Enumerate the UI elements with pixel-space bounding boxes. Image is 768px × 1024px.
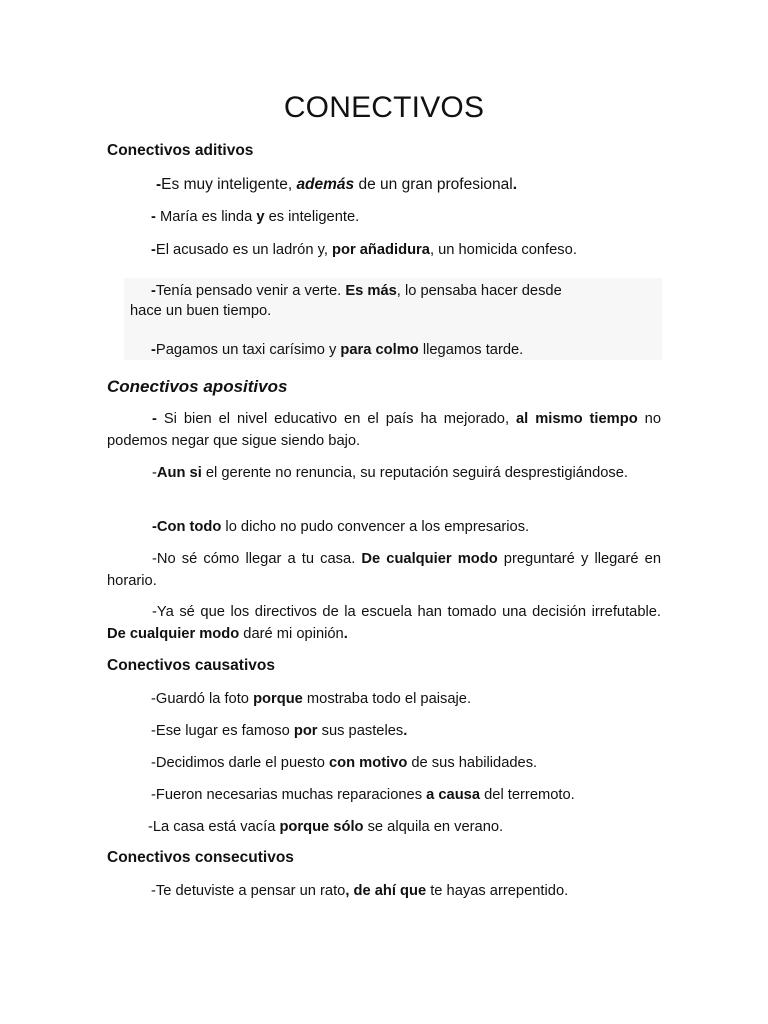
example-aditivo-4: -Tenía pensado venir a verte. Es más, lo pensaba hacer desde — [151, 283, 562, 299]
example-aditivo-2: - María es linda y es inteligente. — [151, 209, 360, 225]
heading-consecutivos: Conectivos consecutivos — [107, 849, 294, 866]
heading-causativos: Conectivos causativos — [107, 657, 275, 674]
example-apositivo-1: - Si bien el nivel educativo en el país ha mejorado, al mismo tiempo no podemos negar que sigue siendo bajo. — [107, 411, 661, 449]
page-title: CONECTIVOS — [283, 91, 485, 124]
example-apositivo-5: -Ya sé que los directivos de la escuela han tomado una decisión irrefutable. De cualquier modo daré mi opinión. — [107, 604, 661, 642]
example-causativo-3: -Decidimos darle el puesto con motivo de sus habilidades. — [151, 755, 538, 771]
example-apositivo-3: -Con todo lo dicho no pudo convencer a los empresarios. — [152, 519, 530, 535]
example-apositivo-4: -No sé cómo llegar a tu casa. De cualquier modo preguntaré y llegaré en horario. — [107, 551, 661, 589]
example-aditivo-3: -El acusado es un ladrón y, por añadidura, un homicida confeso. — [151, 242, 577, 258]
example-apositivo-2: -Aun si el gerente no renuncia, su reputación seguirá desprestigiándose. — [152, 465, 629, 481]
heading-aditivos: Conectivos aditivos — [107, 142, 254, 159]
heading-apositivos: Conectivos apositivos — [107, 377, 288, 396]
example-aditivo-1: -Es muy inteligente, además de un gran profesional. — [156, 176, 518, 193]
example-aditivo-4-continuation: hace un buen tiempo. — [130, 303, 272, 319]
example-causativo-4: -Fueron necesarias muchas reparaciones a causa del terremoto. — [151, 787, 575, 803]
example-aditivo-5: -Pagamos un taxi carísimo y para colmo llegamos tarde. — [151, 342, 524, 358]
example-consecutivo-1: -Te detuviste a pensar un rato, de ahí que te hayas arrepentido. — [151, 883, 569, 899]
example-causativo-1: -Guardó la foto porque mostraba todo el paisaje. — [151, 691, 472, 707]
example-causativo-2: -Ese lugar es famoso por sus pasteles. — [151, 723, 408, 739]
example-causativo-5: -La casa está vacía porque sólo se alquila en verano. — [148, 819, 504, 835]
